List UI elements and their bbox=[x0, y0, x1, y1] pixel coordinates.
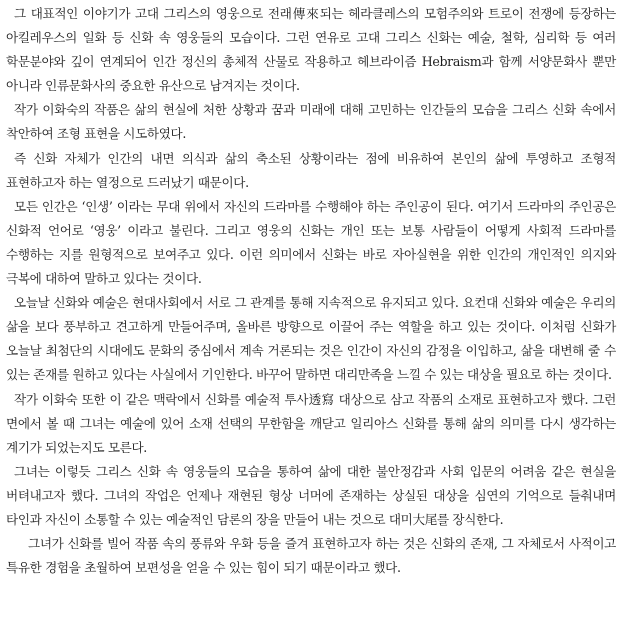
paragraph-3: 즉 신화 자체가 인간의 내면 의식과 삶의 축소된 상황이라는 점에 비유하여 본인의 삶에 투영하고 조형적 표현하고자 하는 열정으로 드러났기 때문이다. bbox=[6, 150, 616, 190]
paragraph-2: 작가 이화숙의 작품은 삶의 현실에 처한 상황과 꿈과 미래에 대해 고민하는 인간들의 모습을 그리스 신화 속에서 착안하여 조형 표현을 시도하였다. bbox=[6, 102, 616, 142]
paragraph-7: 그녀는 이렇듯 그리스 신화 속 영웅들의 모습을 통하여 삶에 대한 불안정감과 사회 입문의 어려움 같은 현실을 버텨내고자 했다. 그녀의 작업은 언제나 재현된 형상 너머에 존재하는 상실된 대상을 심연의 기억으로 들춰내며 타인과 자신이 소통할 수 있는 예술적인 담론의 장을 만들어 내는 것으로 대미大尾를 장식한다. bbox=[6, 463, 616, 527]
paragraph-5: 오늘날 신화와 예술은 현대사회에서 서로 그 관계를 통해 지속적으로 유지되고 있다. 요컨대 신화와 예술은 우리의 삶을 보다 풍부하고 견고하게 만들어주며, 올바른 방향으로 이끌어 주는 역할을 하고 있는 것이다. 이처럼 신화가 오늘날 최첨단의 시대에도 문화의 중심에서 계속 거론되는 것은 인간이 자신의 감정을 이입하고, 삶을 대변해 줄 수 있는 존재를 원하고 있다는 사실에서 기인한다. 바꾸어 말하면 대리만족을 느낄 수 있는 대상을 필요로 하는 것이다. bbox=[6, 295, 616, 383]
paragraph-4: 모든 인간은 ‘인생’ 이라는 무대 위에서 자신의 드라마를 수행해야 하는 주인공이 된다. 여기서 드라마의 주인공은 신화적 언어로 ‘영웅’ 이라고 불린다. 그리고 영웅의 신화는 개인 또는 보통 사람들이 어떻게 사회적 드라마를 수행하는 지를 원형적으로 보여주고 있다. 이런 의미에서 신화는 바로 자아실현을 위한 인간의 개인적인 의지와 극복에 대하여 말하고 있다는 것이다. bbox=[6, 198, 616, 287]
paragraph-1: 그 대표적인 이야기가 고대 그리스의 영웅으로 전래傳來되는 헤라클레스의 모험주의와 트로이 전쟁에 등장하는 아킬레우스의 일화 등 신화 속 영웅들의 모습이다. 그런 연유로 고대 그리스 신화는 예술, 철학, 심리학 등 여러 학문분야와 깊이 연계되어 인간 정신의 총체적 산물로 작용하고 헤브라이즘 Hebraism과 함께 서양문화사 뿐만 아니라 인류문화사의 중요한 유산으로 남겨지는 것이다. bbox=[6, 6, 616, 94]
paragraph-6: 작가 이화숙 또한 이 같은 맥락에서 신화를 예술적 투사透寫 대상으로 삼고 작품의 소재로 표현하고자 했다. 그런 면에서 볼 때 그녀는 예술에 있어 소재 선택의 무한함을 깨닫고 일리아스 신화를 통해 삶의 의미를 다시 생각하는 계기가 되었는지도 모른다. bbox=[6, 391, 616, 455]
essay-text-page bbox=[6, 2, 616, 580]
paragraph-8: 그녀가 신화를 빌어 작품 속의 풍류와 우화 등을 즐겨 표현하고자 하는 것은 신화의 존재, 그 자체로서 사적이고 특유한 경험을 초월하여 보편성을 얻을 수 있는 힘이 되기 때문이라고 했다. bbox=[6, 536, 616, 576]
